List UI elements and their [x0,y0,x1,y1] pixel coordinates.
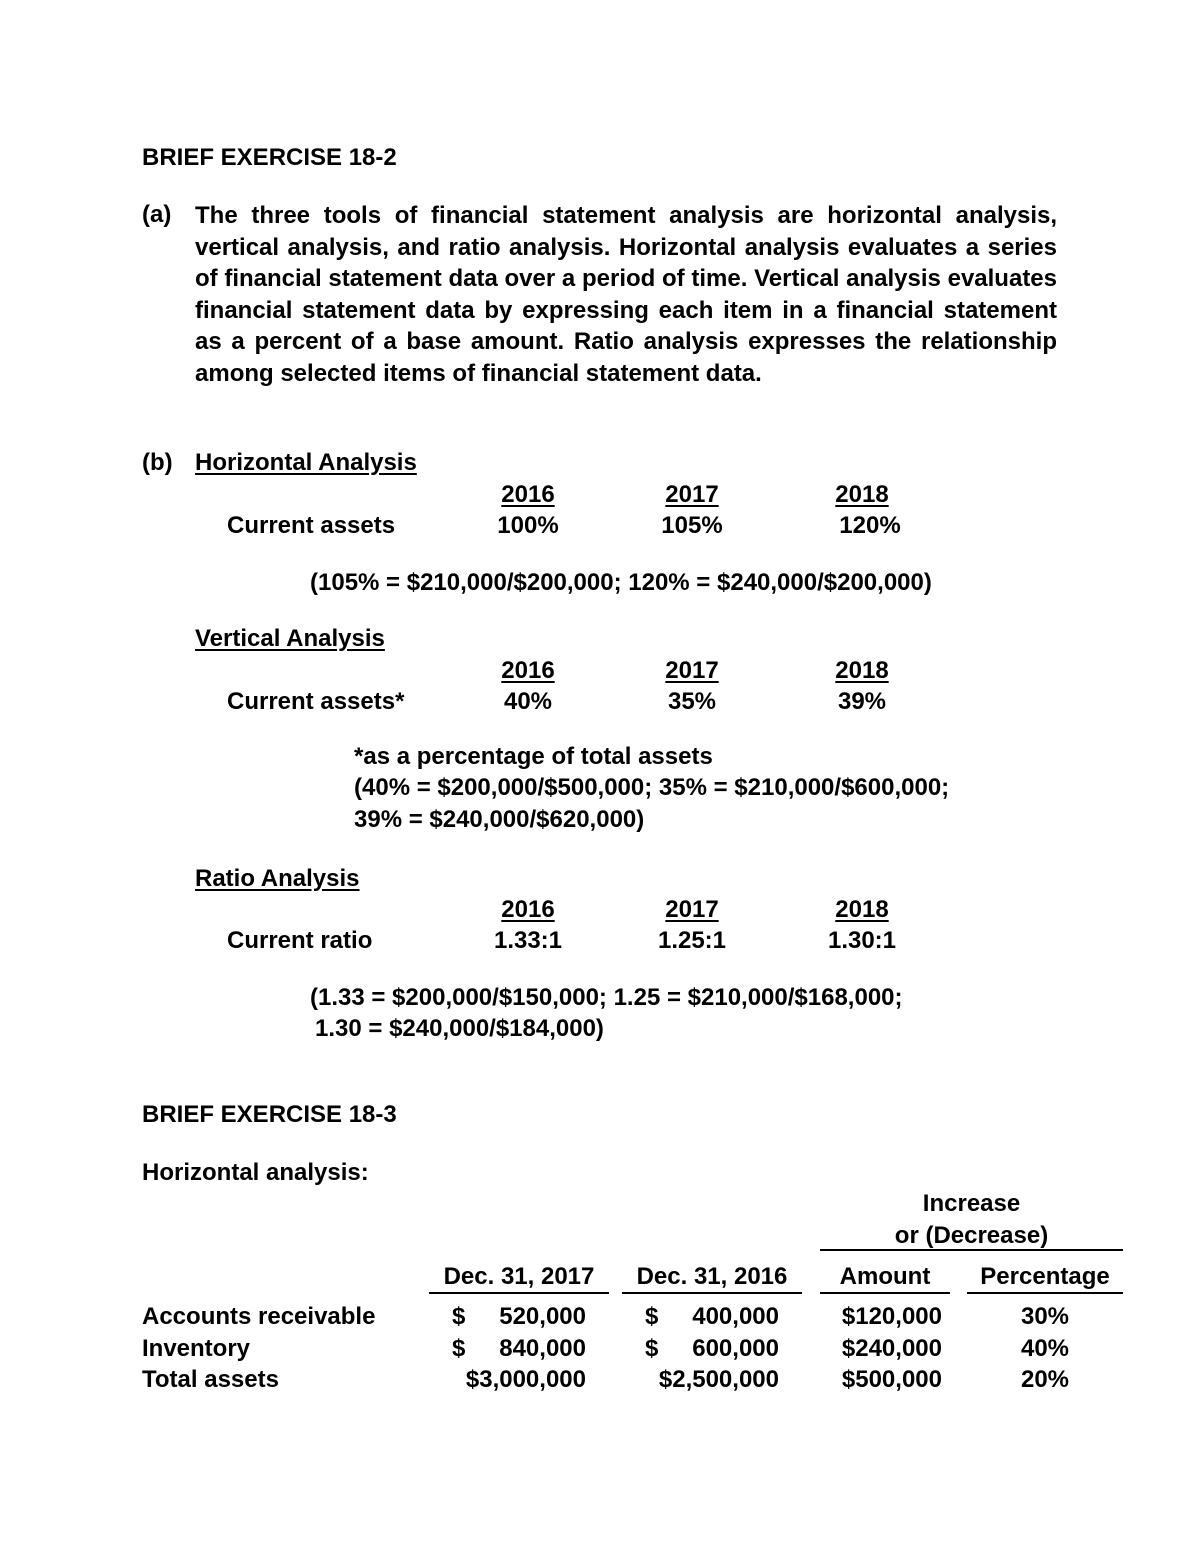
heading-be18-3: BRIEF EXERCISE 18-3 [142,1101,397,1128]
year-header: 2017 [665,481,719,508]
cell-value: 400,000 [692,1303,779,1330]
year-header: 2018 [835,481,889,508]
year-header: 2018 [835,657,889,684]
table-row-label: Accounts receivable [142,1303,376,1330]
table-cell-dec-2016 [645,1303,779,1331]
cell-value: 600,000 [692,1335,779,1362]
vertical-note: (40% = $200,000/$500,000; 35% = $210,000/$600,000; [354,774,950,801]
part-a-label: (a) [142,201,172,228]
year-header: 2016 [501,657,555,684]
table-cell-percentage: 20% [1020,1366,1070,1393]
column-rule [429,1292,609,1294]
table-row-label: Inventory [142,1335,251,1362]
ratio-analysis-title: Ratio Analysis [195,865,360,892]
column-header-percentage: Percentage [980,1263,1110,1290]
value-cell: 1.30:1 [827,927,897,954]
table-cell-percentage: 40% [1020,1335,1070,1362]
dollar-sign: $ [452,1335,466,1362]
horizontal-analysis-title: Horizontal Analysis [195,449,417,476]
vertical-analysis-title: Vertical Analysis [195,625,385,652]
column-rule [967,1292,1123,1294]
group-header-increase: Increase [922,1190,1021,1217]
part-a-paragraph: The three tools of financial statement analysis are horizontal analysis, vertical analysis, and ratio analysis. Horizontal analysis evaluates a series of financial statement data over a period of time. Vertical analysis evaluates financial statement data by expressing each item in a financial statement as a percent of a base amount. Ratio analysis expresses the relationship among selected items of financial statement data. [195,202,1057,387]
value-cell: 105% [661,512,723,539]
column-header-dec-2016: Dec. 31, 2016 [636,1263,788,1290]
dollar-sign: $ [645,1303,659,1330]
dollar-sign: $ [452,1303,466,1330]
part-b-label: (b) [142,449,173,476]
table-cell-amount: $500,000 [841,1366,942,1393]
value-cell: 40% [503,688,553,715]
value-cell: 1.33:1 [493,927,563,954]
table-cell-dec-2016: $2,500,000 [658,1366,779,1393]
value-cell: 120% [839,512,901,539]
table-row-label: Total assets [142,1366,279,1393]
year-header: 2017 [665,896,719,923]
column-rule [820,1292,950,1294]
ratio-note: 1.30 = $240,000/$184,000) [315,1015,604,1042]
table-cell-dec-2016 [645,1335,779,1363]
row-label: Current assets [227,512,396,539]
cell-value: 840,000 [499,1335,586,1362]
cell-value: 520,000 [499,1303,586,1330]
vertical-note: 39% = $240,000/$620,000) [354,806,645,833]
year-header: 2018 [835,896,889,923]
vertical-note: *as a percentage of total assets [354,743,713,770]
horizontal-note: (105% = $210,000/$200,000; 120% = $240,000/$200,000) [310,569,932,596]
table-cell-dec-2017 [452,1335,586,1363]
column-rule [622,1292,802,1294]
table-cell-dec-2017 [452,1303,586,1331]
row-label: Current ratio [227,927,373,954]
group-header-or-decrease: or (Decrease) [894,1222,1049,1249]
column-header-amount: Amount [839,1263,931,1290]
year-header: 2016 [501,481,555,508]
ratio-note: (1.33 = $200,000/$150,000; 1.25 = $210,000/$168,000; [310,984,903,1011]
row-label: Current assets* [227,688,405,715]
value-cell: 35% [667,688,717,715]
year-header: 2017 [665,657,719,684]
year-header: 2016 [501,896,555,923]
dollar-sign: $ [645,1335,659,1362]
column-header-dec-2017: Dec. 31, 2017 [443,1263,595,1290]
value-cell: 1.25:1 [657,927,727,954]
table-cell-amount: $120,000 [841,1303,942,1330]
table-cell-amount: $240,000 [841,1335,942,1362]
group-header-rule [820,1249,1123,1251]
horizontal-analysis-subheading: Horizontal analysis: [142,1159,369,1186]
table-cell-percentage: 30% [1020,1303,1070,1330]
table-cell-dec-2017: $3,000,000 [465,1366,586,1393]
value-cell: 39% [837,688,887,715]
value-cell: 100% [497,512,559,539]
heading-be18-2: BRIEF EXERCISE 18-2 [142,144,397,171]
